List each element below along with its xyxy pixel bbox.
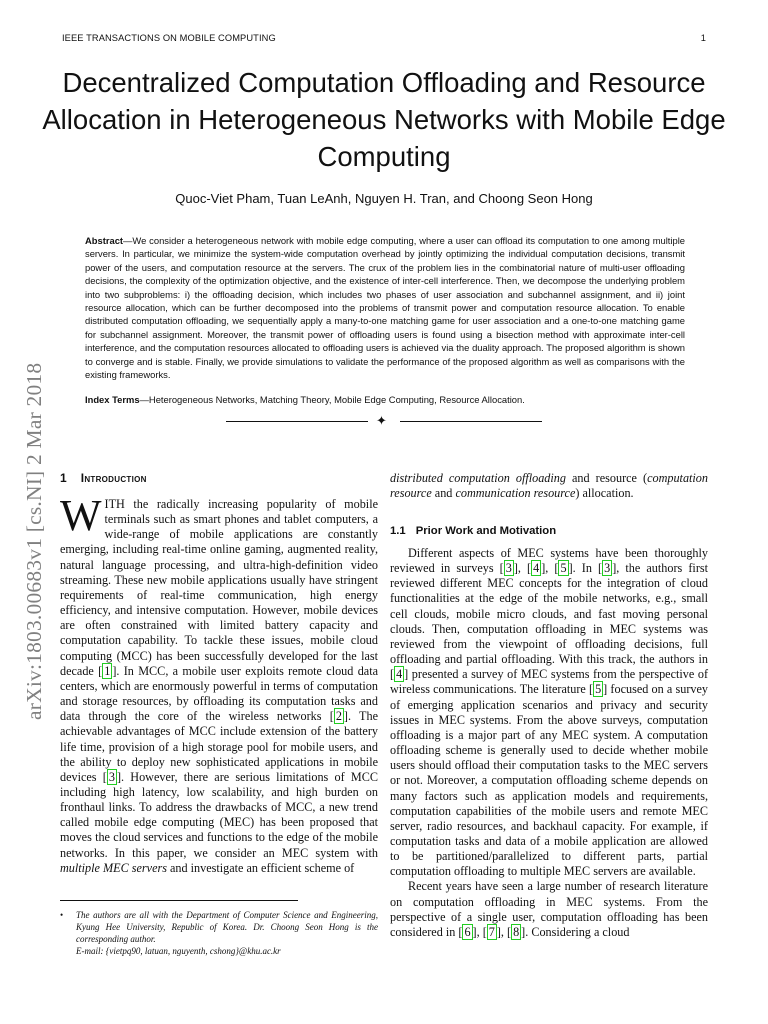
citation-link[interactable]: 1 [104,663,111,678]
body-text: . Considering a cloud [525,924,630,939]
intro-text: ITH the radically increasing popularity of mobile terminals such as smart phones and tablet computers, a wide-range of mobile applications are constantly emerging, including real-time online gaming, augmented reality, natural language processing, and ultra-high-definition video streaming. These new mobile applications usually have stringent requirements of real-time communication, high energy efficiency, and intensive computation. However, mobile devices are often constrained with limited battery capacity and computation capability. To tackle these issues, mobile cloud computing (MCC) has been successfully developed for the last decade [60,497,378,678]
citation-link[interactable]: 6 [464,924,471,939]
footnote-bullet: • [60,910,64,920]
body-text: , the authors first reviewed different MEC concepts for the integration of cloud functionalities at the edge of the mobile networks, e.g., small cell clouds, mobile micro clouds, and fast moving personal clouds. Then, computation offloading in MEC systems was reviewed from the viewpoint of offloading decisions, full offloading and partial offloading. With this track, the authors in [390,561,709,667]
continuation-emphasis: computation resource [390,471,708,501]
body-text: presented a survey of MEC systems from the perspective of wireless communications. The literature [390,667,708,697]
body-text: Different aspects of MEC systems have been thoroughly reviewed in surveys [390,546,708,576]
abstract-label: Abstract [85,235,124,246]
author-footnote [60,909,378,957]
intro-text: and investigate an efficient scheme of [166,860,355,875]
continuation-text: and [431,486,456,501]
section-number: 1 [60,471,67,485]
footnote-rule [60,900,298,901]
arxiv-stamp: arXiv:1803.00683v1 [cs.NI] 2 Mar 2018 [22,362,46,720]
abstract [85,234,685,381]
footnote-affiliation: The authors are all with the Department of Computer Science and Engineering, Kyung Hee University, Republic of Korea. Dr. Choong Seon Hong is the corresponding author. [76,910,378,944]
section-title: Introduction [80,471,147,485]
continuation-emphasis: distributed computation offloading [390,471,566,485]
subsection-title: Prior Work and Motivation [415,525,557,537]
paper-title: Decentralized Computation Offloading and Resource Allocation in Heterogeneous Networks with Mobile Edge Computing [42,67,726,172]
intro-text: . However, there are serious limitations of MCC including high latency, low scalability, and high burden on fronthaul links. To address the drawbacks of MCC, a new trend called mobile edge computing (MEC) has been proposed that moves the cloud services and functions to the edge of the mobile networks. In this paper, we consider an MEC system with [60,769,379,860]
index-terms [85,394,685,405]
drop-cap: W [60,491,102,540]
intro-text: . In MCC, a mobile user exploits remote cloud data centers, which are enormously powerful in terms of computation and storage resources, by offloading its computation tasks and data through the core of the wireless networks [60,663,378,724]
divider-star-icon: ✦ [376,413,387,428]
continuation-text: and resource ( [565,471,648,485]
abstract-text: —We consider a heterogeneous network with mobile edge computing, where a user can offload its computation to one among multiple servers. In particular, we minimize the system-wide computation overhead by jointly optimizing the individual computation decisions, transmit power of the users, and computation resource at the servers. The crux of the problem lies in the combinatorial nature of multi-user offloading decisions, the complexity of the optimization objective, and the existence of inter-cell interference. Then, we decompose the underlying problem into two subproblems: i) the offloading decision, which includes two phases of user association and subchannel assignment, and ii) joint resource allocation, which can be further decomposed into the problems of transmit power and computation resource allocation. To enable distributed computation offloading, we sequentially apply a many-to-one matching game for user association and a one-to-one matching game for subchannel assignment. Moreover, the transmit power of offloading users is found using a bisection method with approximate inter-cell interference, and the computation resources allocated to offloading users is achieved via the duality approach. The proposed algorithm is shown to converge and is stable. Finally, we provide simulations to validate the performance of the proposed algorithm as well as comparisons with the existing frameworks. [85,235,685,381]
continuation-text: ) allocation. [575,486,634,501]
citation-link[interactable]: 5 [595,682,602,697]
paragraph: Recent years have seen a large number of research literature on computation offloading in MEC systems. From the perspective of a single user, computation offloading has been considered in [ 6 ], [ 7 ], [ 8 ]. Considering a cloud [390,879,708,939]
citation-link[interactable]: 7 [488,924,495,939]
prior-work-body [390,546,708,940]
section-heading-introduction [60,471,147,485]
body-text: . In [572,561,599,576]
index-terms-text: —Heterogeneous Networks, Matching Theory, Mobile Edge Computing, Resource Allocation. [139,394,525,405]
body-text: , [500,924,507,939]
page-number: 1 [700,33,706,43]
divider-line-right [400,421,542,422]
intro-emphasis: multiple MEC servers [60,860,167,875]
citation-link[interactable]: 3 [108,769,115,784]
citation-link[interactable]: 3 [604,561,611,576]
divider-line-left [226,421,368,422]
introduction-body: WITH the radically increasing popularity of mobile terminals such as smart phones and tablet computers, a wide-range of mobile applications are constantly emerging, including real-time online gaming, augmented reality, natural language processing, and ultra-high-definition video streaming. These new mobile applications usually have stringent requirements of real-time communication, high energy efficiency, and intensive computation. However, mobile devices are often constrained with limited battery capacity and computation capability. To tackle these issues, mobile cloud computing (MCC) has been successfully developed for the last decade [ 1 ]. In MCC, a mobile user exploits remote cloud data centers, which are enormously powerful in terms of computation and storage resources, by offloading its computation tasks and data through the core of the wireless networks [ 2 ]. The achievable advantages of MCC include extension of the battery life time, provision of a high storage pool for mobile users, and the ability to deploy new sophisticated applications in mobile devices [ 3 ]. However, there are serious limitations of MCC including high latency, low scalability, and high burden on fronthaul links. To address the drawbacks of MCC, a new trend called mobile edge computing (MEC) has been proposed that moves the cloud services and functions to the edge of the mobile networks. In this paper, we consider an MEC system with multiple MEC servers and investigate an efficient scheme of [60,491,379,875]
subsection-heading [390,525,556,537]
citation-link[interactable]: 2 [335,709,342,724]
citation-link[interactable]: 5 [560,561,567,576]
citation-link[interactable]: 4 [396,667,403,682]
body-text: , [517,561,528,576]
citation-link[interactable]: 4 [533,561,540,576]
body-text: Recent years have seen a large number of research literature on computation offloading in MEC systems. From the perspective of a single user, computation offloading has been considered in [390,879,708,939]
body-text: , [545,561,555,576]
running-header [62,33,706,43]
author-list: Quoc-Viet Pham, Tuan LeAnh, Nguyen H. Tran, and Choong Seon Hong [175,191,593,206]
continuation-emphasis: communication resource [455,486,576,501]
body-text: , [476,924,483,939]
paragraph: Different aspects of MEC systems have been thoroughly reviewed in surveys [ 3 ], [ 4 ], [ 5 ]. In [ 3 ], the authors first reviewed different MEC concepts for the integration of cloud functionalities at the edge of the mobile networks, e.g., small cell clouds, mobile micro clouds, and fast moving personal clouds. Then, computation offloading in MEC systems was reviewed from the viewpoint of offloading decisions, full offloading and partial offloading. With this track, the authors in [ 4 ] presented a survey of MEC systems from the perspective of wireless communications. The literature [ 5 ] focused on a survey of emerging application scenarios and privacy and security issues in MEC systems. From the above surveys, computation offloading is a major part of any MEC system. A computation offloading scheme is generally used to decide whether mobile users should offload their computation tasks to the MEC servers or not. Moreover, a computation offloading scheme depends on many factors such as application models and requirements, computation capabilities of the mobile users and remote MEC server, radio resources, and backhaul capacity. For example, if computation tasks and data of a mobile application are allowed to be partitioned/parallelized to different parts, partial computation offloading to multiple MEC servers are available. [390,546,709,879]
citation-link[interactable]: 8 [513,924,520,939]
body-text: focused on a survey of emerging application scenarios and privacy and security issues in MEC systems. From the above surveys, computation offloading is a major part of any MEC system. A computation offloading scheme is generally used to decide whether mobile users should offload their computation tasks to the MEC servers or not. Moreover, a computation offloading scheme depends on many factors such as application models and requirements, computation capabilities of the mobile users and remote MEC server, radio resources, and backhaul capacity. For example, if computation tasks and data of a mobile application are allowed to be partitioned/parallelized to different parts, partial computation offloading to multiple MEC servers are available. [390,682,708,879]
right-column-continuation [390,471,708,501]
index-terms-label: Index Terms [85,394,140,405]
journal-name: IEEE TRANSACTIONS ON MOBILE COMPUTING [62,33,276,43]
citation-link[interactable]: 3 [505,561,512,576]
intro-text: . The achievable advantages of MCC include extension of the battery life time, provision of a high storage pool for mobile users, and the ability to deploy new sophisticated applications in mobile devices [60,709,378,784]
section-divider [226,415,542,429]
footnote-email: E-mail: {vietpq90, latuan, nguyenth, cshong}@khu.ac.kr [76,946,281,956]
subsection-number: 1.1 [390,525,406,537]
